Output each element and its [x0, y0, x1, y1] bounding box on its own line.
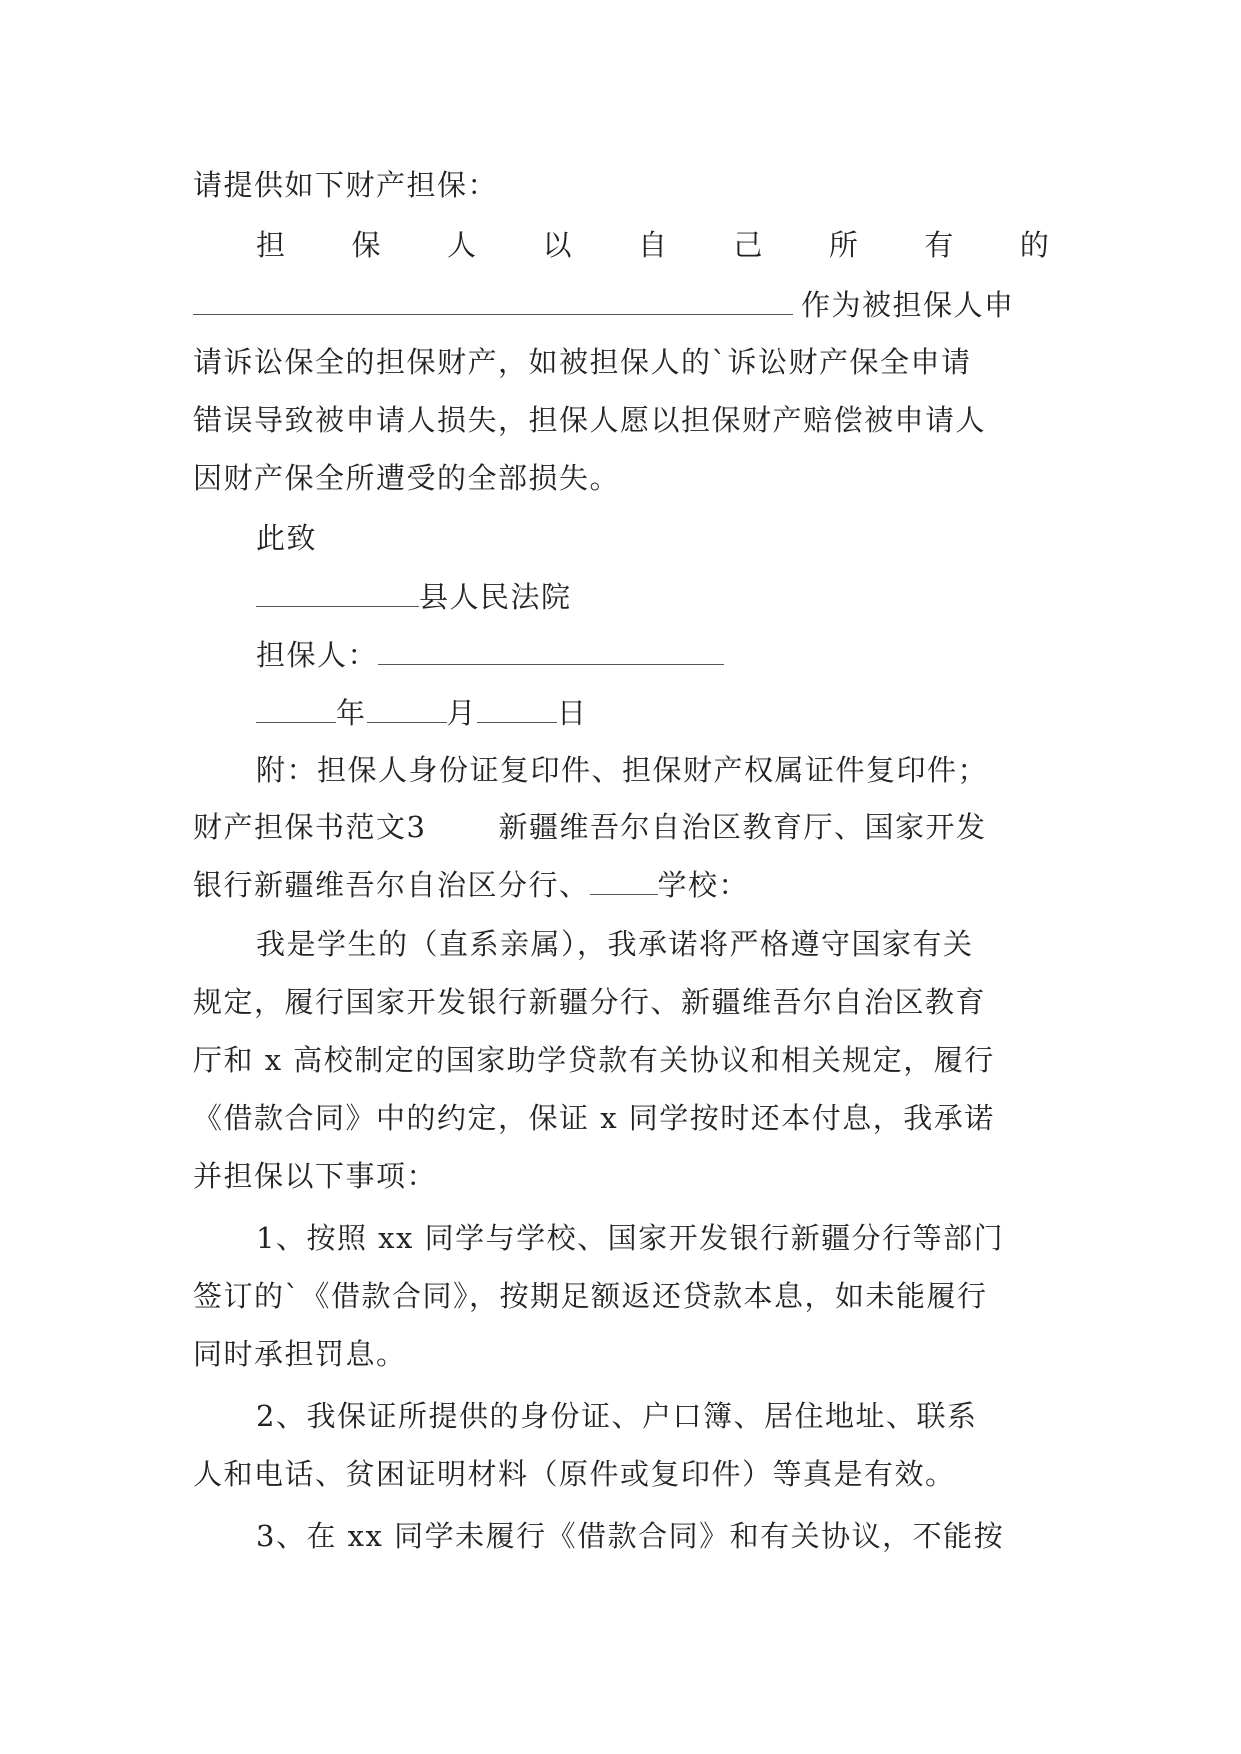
- list-item: 1、按照 xx 同学与学校、国家开发银行新疆分行等部门: [256, 1221, 1005, 1255]
- paragraph-line: 签订的`《借款合同》，按期足额返还贷款本息，如未能履行: [193, 1279, 988, 1313]
- char: 担: [256, 228, 286, 262]
- court-line: [256, 576, 1049, 616]
- guarantor-line: [256, 634, 1049, 674]
- month-label: 月: [446, 696, 478, 730]
- paragraph-line: 请诉讼保全的担保财产，如被担保人的`诉讼财产保全申请: [193, 345, 972, 379]
- heading-line: [193, 807, 1049, 847]
- paragraph-line: 因财产保全所遭受的全部损失。: [193, 461, 621, 495]
- list-item: 3、在 xx 同学未履行《借款合同》和有关协议，不能按: [256, 1519, 1005, 1553]
- addressee-text: 银行新疆维吾尔自治区分行、: [193, 868, 590, 902]
- guarantor-blank: [378, 634, 724, 665]
- guarantor-label: 担保人：: [256, 638, 379, 672]
- paragraph-line: 错误导致被申请人损失，担保人愿以担保财产赔偿被申请人: [193, 403, 987, 437]
- school-blank: [590, 864, 658, 895]
- spread-line: [256, 225, 1049, 265]
- addressee-line: [193, 864, 1049, 904]
- paragraph-line: 规定，履行国家开发银行新疆分行、新疆维吾尔自治区教育: [193, 985, 987, 1019]
- month-blank: [367, 692, 447, 723]
- court-name: 县人民法院: [419, 580, 572, 614]
- date-line: [256, 692, 1049, 732]
- sample-title: 财产担保书范文3: [193, 810, 427, 844]
- paragraph-line: 《借款合同》中的约定，保证 x 同学按时还本付息，我承诺: [193, 1101, 995, 1135]
- char: 有: [924, 228, 954, 262]
- year-blank: [256, 692, 336, 723]
- char: 以: [542, 228, 572, 262]
- county-blank: [256, 576, 419, 607]
- school-label: 学校：: [657, 868, 750, 902]
- list-item: 2、我保证所提供的身份证、户口簿、居住地址、联系: [256, 1399, 978, 1433]
- char: 所: [828, 228, 858, 262]
- addressee: 新疆维吾尔自治区教育厅、国家开发: [498, 810, 987, 844]
- paragraph-line: 厅和 x 高校制定的国家助学贷款有关协议和相关规定，履行: [193, 1043, 995, 1077]
- paragraph-line: 并担保以下事项：: [193, 1159, 438, 1193]
- char: 保: [351, 228, 381, 262]
- paragraph-text: 作为被担保人申: [801, 288, 1015, 322]
- char: 人: [446, 228, 476, 262]
- year-label: 年: [336, 696, 367, 730]
- day-label: 日: [557, 696, 588, 730]
- char: 的: [1019, 228, 1049, 262]
- paragraph-line: 请提供如下财产担保：: [193, 168, 499, 202]
- char: 自: [637, 228, 667, 262]
- property-blank-line: [193, 284, 1049, 324]
- attachment-line: 附：担保人身份证复印件、担保财产权属证件复印件；: [256, 753, 989, 787]
- salutation: 此致: [256, 521, 318, 555]
- day-blank: [477, 692, 557, 723]
- char: 己: [733, 228, 763, 262]
- paragraph-line: 人和电话、贫困证明材料（原件或复印件）等真是有效。: [193, 1457, 956, 1491]
- paragraph-line: 同时承担罚息。: [193, 1337, 407, 1371]
- paragraph-line: 我是学生的（直系亲属），我承诺将严格遵守国家有关: [256, 927, 974, 961]
- property-blank: [193, 284, 793, 315]
